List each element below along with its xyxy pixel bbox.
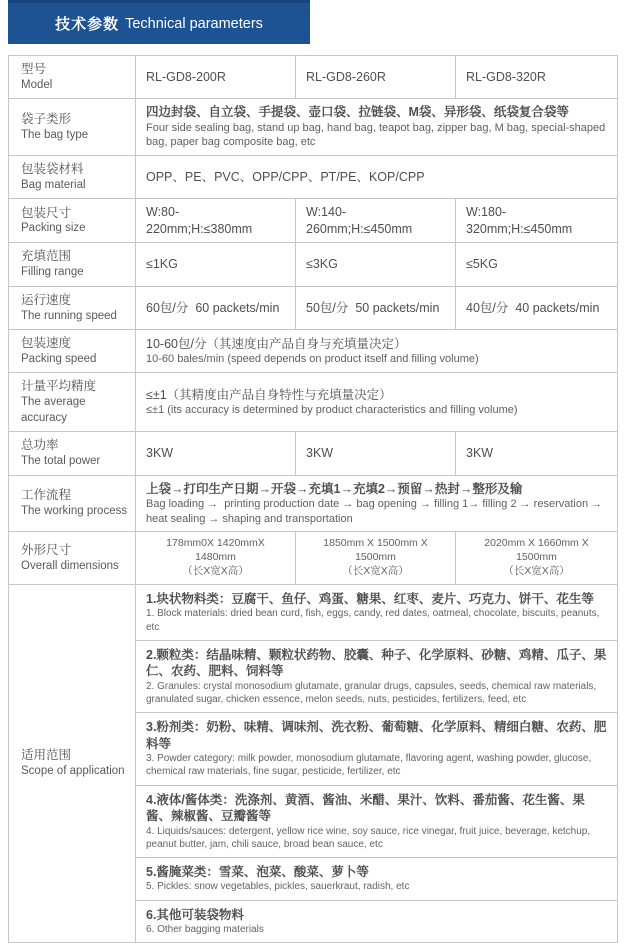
value-cell [456, 432, 618, 475]
row-label-zh: 袋子类形 [21, 111, 72, 126]
text-line: 10-60包/分（其速度由产品自身与充填量决定） [146, 336, 407, 351]
row-label-bag-type [9, 99, 136, 156]
row-label-en: Packing speed [21, 352, 97, 365]
text-line: 5.酱腌菜类：雪菜、泡菜、酸菜、萝卜等 [146, 864, 369, 879]
application-category-item [136, 640, 617, 712]
row-label-zh: 总功率 [21, 438, 59, 453]
row-label-packing-speed [9, 330, 136, 373]
text-line: 50包/分 50 packets/min [306, 300, 440, 315]
row-label-en: Packing size [21, 222, 86, 235]
text-line: 3KW [146, 446, 174, 461]
table-row-model [9, 56, 618, 99]
row-label-running-speed [9, 286, 136, 329]
row-label-zh: 外形尺寸 [21, 542, 72, 557]
section-title-en: Technical parameters [125, 15, 263, 32]
value-cell-span [136, 99, 618, 156]
text-line: 2. Granules: crystal monosodium glutamate, granular drugs, capsules, seeds, chemical raw materials, granulated sugar, chicken essence, melon seeds, nuts, pesticides, fertilizers, feed, etc [146, 680, 599, 705]
text-line: 上袋→打印生产日期→开袋→充填1→充填2→预留→热封→整形及输 [146, 481, 523, 496]
row-label-en: Model [21, 78, 53, 91]
text-line: W:180-320mm;H:≤450mm [466, 205, 573, 236]
value-cell-span [136, 330, 618, 373]
value-cell [456, 56, 618, 99]
value-cell-span [136, 155, 618, 198]
row-label-en: Bag material [21, 178, 86, 191]
row-label-en: Scope of application [21, 765, 125, 778]
text-line: 60包/分 60 packets/min [146, 300, 280, 315]
text-line: （长X宽X高） [182, 565, 249, 578]
text-line: ≤±1 (its accuracy is determined by product characteristics and filling volume) [146, 404, 518, 417]
row-label-working-process [9, 475, 136, 532]
row-label-zh: 型号 [21, 62, 47, 76]
text-line: W:140-260mm;H:≤450mm [306, 205, 413, 236]
text-line: RL-GD8-260R [306, 69, 386, 84]
text-line: 40包/分 40 packets/min [466, 300, 600, 315]
text-line: ≤5KG [466, 257, 498, 272]
value-cell-span [136, 475, 618, 532]
text-line: 6.其他可装袋物料 [146, 907, 244, 922]
row-label-overall-dimensions [9, 532, 136, 585]
table-row-bag-material [9, 155, 618, 198]
text-line: 1850mm X 1500mm X 1500mm [323, 537, 431, 564]
row-label-average-accuracy [9, 373, 136, 432]
value-cell [296, 243, 456, 286]
application-category-item [136, 857, 617, 900]
text-line: （长X宽X高） [342, 565, 409, 578]
row-label-en: Filling range [21, 266, 84, 279]
text-line: 178mm0X 1420mmX 1480mm [166, 537, 268, 564]
text-line: 3KW [306, 446, 334, 461]
table-row-filling-range [9, 243, 618, 286]
table-row-scope-of-application [9, 584, 618, 942]
row-label-zh: 包装尺寸 [21, 205, 72, 220]
text-line: 3KW [466, 446, 494, 461]
value-cell [456, 286, 618, 329]
text-line: OPP、PE、PVC、OPP/CPP、PT/PE、KOP/CPP [146, 169, 425, 184]
value-cell [136, 199, 296, 243]
section-title-zh: 技术参数 [55, 16, 120, 33]
row-label-en: Overall dimensions [21, 559, 119, 572]
row-label-total-power [9, 432, 136, 475]
row-label-en: The bag type [21, 128, 89, 141]
text-line: 3. Powder category: milk powder, monosodium glutamate, flavoring agent, washing powder, glucose, chemical raw materials, fine sugar, pesticide, fertilizer, etc [146, 753, 595, 778]
text-line: ≤±1（其精度由产品自身特性与充填量决定） [146, 387, 392, 402]
application-category-item [136, 585, 617, 640]
table-row-running-speed [9, 286, 618, 329]
value-cell [136, 432, 296, 475]
row-label-zh: 适用范围 [21, 748, 72, 763]
value-cell [296, 56, 456, 99]
table-row-packing-size [9, 199, 618, 243]
value-cell [136, 56, 296, 99]
table-row-packing-speed [9, 330, 618, 373]
text-line: 4. Liquids/sauces: detergent, yellow rice wine, soy sauce, rice vinegar, fruit juice, beverage, ketchup, peanut butter, jam, chili sauce, broad bean sauce, etc [146, 825, 593, 850]
row-label-zh: 工作流程 [21, 488, 72, 503]
row-label-zh: 运行速度 [21, 292, 72, 307]
text-line: Bag loading → printing production date → bag opening → filling 1→ filling 2 → reservation → heat sealing → shaping and transportation [146, 498, 606, 525]
row-label-bag-material [9, 155, 136, 198]
application-category-item [136, 900, 617, 943]
text-line: 2020mm X 1660mm X 1500mm [484, 537, 592, 564]
row-label-en: The running speed [21, 309, 117, 322]
text-line: 1.块状物料类：豆腐干、鱼仔、鸡蛋、糖果、红枣、麦片、巧克力、饼干、花生等 [146, 591, 594, 606]
row-label-model [9, 56, 136, 99]
section-header-banner [8, 0, 310, 44]
text-line: 四边封袋、自立袋、手提袋、壶口袋、拉链袋、M袋、异形袋、纸袋复合袋等 [146, 105, 569, 120]
value-cell [456, 532, 618, 585]
row-label-en: The total power [21, 455, 101, 468]
text-line: RL-GD8-320R [466, 69, 546, 84]
application-category-item [136, 712, 617, 784]
text-line: 5. Pickles: snow vegetables, pickles, sauerkraut, radish, etc [146, 881, 410, 893]
value-cell [136, 243, 296, 286]
text-line: W:80-220mm;H:≤380mm [146, 205, 253, 236]
value-cell-group [136, 584, 618, 942]
value-cell [136, 532, 296, 585]
table-row-average-accuracy [9, 373, 618, 432]
text-line: ≤1KG [146, 257, 178, 272]
value-cell [296, 286, 456, 329]
table-row-total-power [9, 432, 618, 475]
technical-parameters-table [8, 55, 618, 943]
table-row-working-process [9, 475, 618, 532]
row-label-packing-size [9, 199, 136, 243]
value-cell [136, 286, 296, 329]
table-row-overall-dimensions [9, 532, 618, 585]
row-label-zh: 包装袋材料 [21, 161, 84, 176]
row-label-zh: 包装速度 [21, 336, 72, 351]
value-cell [456, 199, 618, 243]
row-label-en: The working process [21, 505, 128, 518]
table-row-bag-type [9, 99, 618, 156]
text-line: 2.颗粒类：结晶味精、颗粒状药物、胶囊、种子、化学原料、砂糖、鸡精、瓜子、果仁、农药、肥料、饲料等 [146, 647, 607, 679]
row-label-filling-range [9, 243, 136, 286]
application-category-item [136, 785, 617, 857]
row-label-scope-of-application [9, 584, 136, 942]
text-line: 6. Other bagging materials [146, 924, 264, 936]
text-line: 4.液体/酱体类：洗涤剂、黄酒、酱油、米醋、果汁、饮料、番茄酱、花生酱、果酱、辣椒酱、豆瓣酱等 [146, 792, 585, 824]
value-cell [296, 532, 456, 585]
text-line: 1. Block materials: dried bean curd, fish, eggs, candy, red dates, oatmeal, chocolate, biscuits, peanuts, etc [146, 608, 603, 633]
text-line: Four side sealing bag, stand up bag, hand bag, teapot bag, zipper bag, M bag, special-shaped bag, paper bag composite bag, etc [146, 121, 609, 149]
row-label-zh: 充填范围 [21, 249, 72, 264]
text-line: 10-60 bales/min (speed depends on product itself and filling volume) [146, 353, 479, 366]
text-line: ≤3KG [306, 257, 338, 272]
value-cell [456, 243, 618, 286]
text-line: （长X宽X高） [503, 565, 570, 578]
text-line: 3.粉剂类：奶粉、味精、调味剂、洗衣粉、葡萄糖、化学原料、精细白糖、农药、肥料等 [146, 720, 607, 751]
row-label-en: The average accuracy [21, 396, 86, 424]
text-line: RL-GD8-200R [146, 69, 226, 84]
row-label-zh: 计量平均精度 [21, 379, 97, 394]
value-cell [296, 199, 456, 243]
tech-table-body [9, 56, 618, 943]
value-cell-span [136, 373, 618, 432]
value-cell [296, 432, 456, 475]
